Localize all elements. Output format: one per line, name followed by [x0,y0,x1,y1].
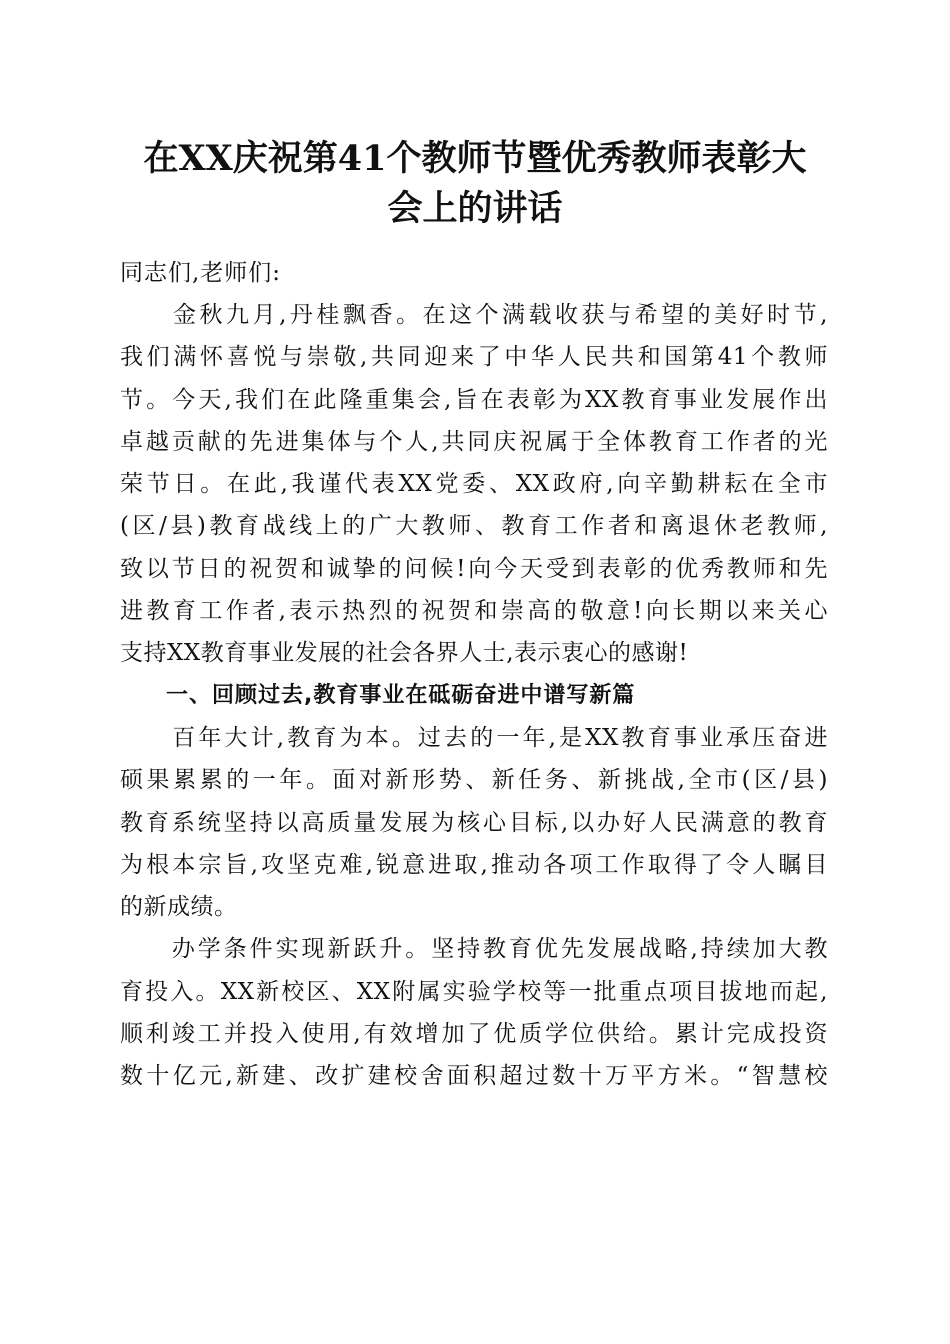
intro-paragraph [120,294,828,675]
text-line: 教育系统坚持以高质量发展为核心目标,以办好人民满意的教育 [120,809,828,836]
document-body [120,252,828,1098]
title-line-2: 会上的讲话 [387,188,563,229]
text-line: 节。今天,我们在此隆重集会,旨在表彰为XX教育事业发展作出 [120,386,828,413]
text-line: 办学条件实现新跃升。坚持教育优先发展战略,持续加大教 [120,936,828,963]
document-title [118,134,832,234]
text-line: 数十亿元,新建、改扩建校舍面积超过数十万平方米。“智慧校 [120,1063,828,1090]
text-line: 进教育工作者,表示热烈的祝贺和崇高的敬意!向长期以来关心 [120,598,828,625]
text-line: 金秋九月,丹桂飘香。在这个满载收获与希望的美好时节, [120,302,828,328]
text-line: 荣节日。在此,我谨代表XX党委、XX政府,向辛勤耕耘在全市 [120,471,828,498]
text-line: 硕果累累的一年。面对新形势、新任务、新挑战,全市(区/县) [120,767,828,794]
text-line: 百年大计,教育为本。过去的一年,是XX教育事业承压奋进 [120,724,828,751]
text-line: (区/县)教育战线上的广大教师、教育工作者和离退休老教师, [120,513,828,540]
title-line-1: 在XX庆祝第41个教师节暨优秀教师表彰大 [143,138,807,179]
text-line: 的新成绩。 [120,894,238,921]
text-line: 为根本宗旨,攻坚克难,锐意进取,推动各项工作取得了令人瞩目 [120,851,828,878]
section-heading: 一、回顾过去,教育事业在砥砺奋进中谱写新篇 [166,682,636,708]
text-line: 卓越贡献的先进集体与个人,共同庆祝属于全体教育工作者的光 [120,428,828,455]
text-line: 支持XX教育事业发展的社会各界人士,表示衷心的感谢! [120,640,689,667]
text-line: 顺利竣工并投入使用,有效增加了优质学位供给。累计完成投资 [120,1021,828,1048]
section-paragraph [120,928,828,1097]
text-line: 育投入。XX新校区、XX附属实验学校等一批重点项目拔地而起, [120,978,828,1005]
salutation: 同志们,老师们: [120,260,282,286]
text-line: 我们满怀喜悦与崇敬,共同迎来了中华人民共和国第41个教师 [120,344,828,371]
section-paragraph [120,717,828,928]
text-line: 致以节日的祝贺和诚挚的问候!向今天受到表彰的优秀教师和先 [120,555,828,582]
